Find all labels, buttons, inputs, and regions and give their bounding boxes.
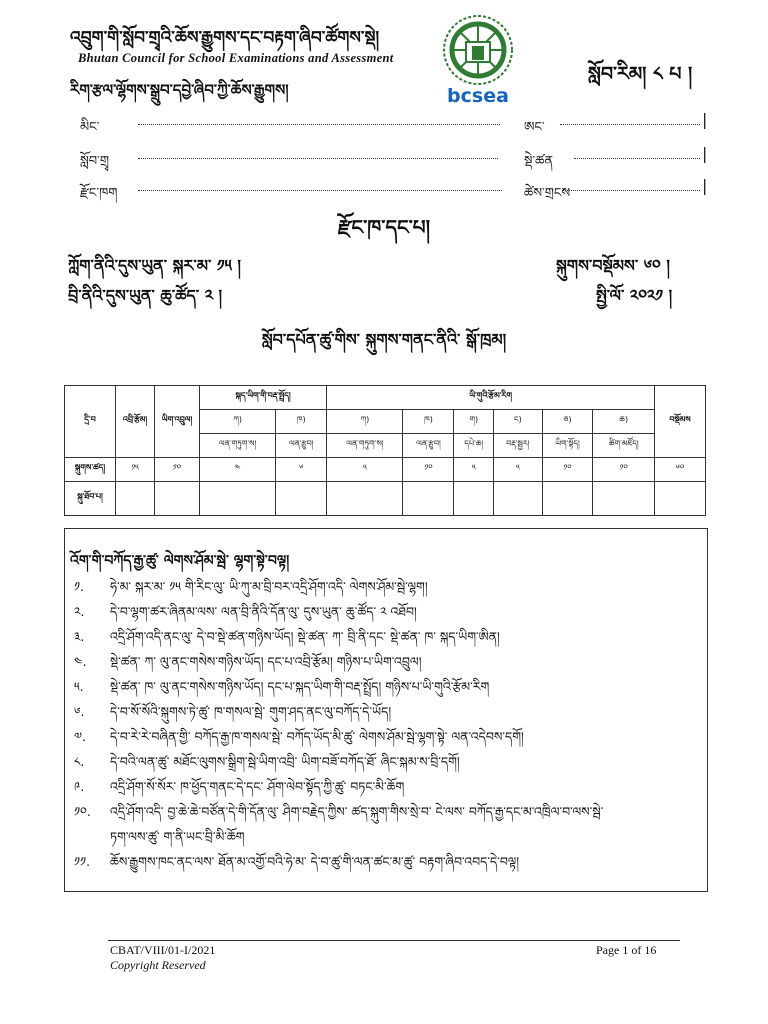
group-grammar: སྐད་ཡིག་གི་བརྡ་སྤྲོད། (200, 386, 327, 410)
section-line[interactable] (574, 158, 700, 159)
sub-name: དཔེ་ཆ། (454, 434, 494, 458)
name-label: མིང་ (80, 120, 100, 135)
date-line[interactable] (562, 190, 700, 191)
footer-rule (108, 940, 680, 941)
footer-code: CBAT/VIII/01-I/2021 (110, 943, 216, 957)
instruction-text: དེ་བ་སོ་སོའི་སྐུགས་ཏེ་ཚུ་ ཁ་གསལ་སྦེ་ གུག་ཤད་ནང་ལུ་བཀོད་དེ་ཡོད། (110, 704, 392, 719)
exam-year: སྤྱི་ལོ་ ༢༠༢༡ ། (596, 286, 673, 305)
instruction-text: སྡེ་ཚན་ ཀ་ ལུ་ནང་གསེས་གཉིས་ཡོད། དང་པ་འབྲི་རྩོམ། གཉིས་པ་ཡིག་འབྲུལ། (110, 654, 422, 669)
instruction-text: འདྲི་ཤོག་འདི་ བྱ་ཆེ་ཆེ་བཙོན་དེ་གི་དོན་ལུ་ ཤིག་བརྗེད་ཀྱིས་ ཚད་སྐུག་གིས་སྲེ་བ་ ངེ་ལས་ བཀོད་རྒྱ་དང་མ་འཁྲིལ་བ་ལས་སྦེ་ (110, 804, 604, 819)
obtained-cell[interactable] (494, 482, 543, 516)
instruction-number: ༢. (74, 604, 85, 619)
dzongkhag-label: རྫོང་ཁག (80, 186, 118, 201)
paper-number: སློབ་རིམ། ༨ པ ། (588, 63, 693, 85)
instruction-number: ༨. (74, 754, 85, 769)
sub-label: ཁ) (403, 410, 454, 434)
obtained-cell[interactable] (593, 482, 655, 516)
writing-time: བྲི་ནིའི་དུས་ཡུན་ ཆུ་ཚོད་ ༢ ། (68, 286, 223, 305)
table-row-obtained (65, 482, 706, 516)
instruction-number: ༡. (74, 579, 85, 594)
table-row-marks (65, 458, 706, 482)
logo-text: bcsea (447, 85, 509, 107)
obtained-cell[interactable] (276, 482, 327, 516)
line-end-mark: | (702, 176, 708, 195)
index-label: ཨང་ (524, 120, 545, 135)
sub-name: ལན་རྩུབ། (276, 434, 327, 458)
footer-copyright: Copyright Reserved (110, 958, 206, 972)
marks-cell: ༡༠ (403, 458, 454, 482)
instruction-text: དེ་བ་རེ་རེ་བཞིན་གྱི་ བཀོད་རྒྱ་ཁ་གསལ་སྦེ་ བཀོད་ཡོད་མི་ཚུ་ ལེགས་ཤོམ་སྦེ་ལྷག་སྟེ་ ལན་འདེབས་དགོ། (110, 729, 524, 744)
marks-cell: ༥ (494, 458, 543, 482)
sub-name: ལན་གཏུག་ས། (327, 434, 403, 458)
sub-name: ཡིག་སྟོད། (542, 434, 593, 458)
marks-cell: ༤ (200, 458, 276, 482)
sub-label: ག) (454, 410, 494, 434)
row-label: སྐུགས་ཚད། (65, 458, 116, 482)
col-letter: ཡིག་འབྲུལ། (155, 386, 200, 458)
instruction-number: ༡༡. (74, 854, 91, 869)
instruction-number: ༩. (74, 779, 85, 794)
col-total: བསྡོམས (655, 386, 706, 458)
instruction-number: ༡༠. (74, 804, 91, 819)
obtained-cell[interactable] (327, 482, 403, 516)
marks-table (64, 385, 706, 516)
obtained-cell[interactable] (116, 482, 155, 516)
instruction-text: འདྲི་ཤོག་འདི་ནང་ལུ་ དེ་བ་སྡེ་ཚན་གཉིས་ཡོད། སྡེ་ཚན་ ཀ་ བྲི་ནི་དང་ སྡེ་ཚན་ ཁ་ སྐད་ཡིག་ཨིན། (110, 629, 500, 644)
marks-cell: ༥ (327, 458, 403, 482)
dzongkhag-line[interactable] (138, 190, 502, 191)
instruction-number: ༣. (74, 629, 85, 644)
obtained-cell[interactable] (155, 482, 200, 516)
instruction-text: དེ་བའི་ལན་ཚུ་ མཐོང་ལུགས་སྒྲིག་སྦེ་ཡིག་འབྲི་ ཡིག་བཟོ་བཀོད་ཐོ་ ཞིང་སྐམ་ས་བྲི་དགོ། (110, 754, 460, 769)
sub-name: བརྡ་སྦྱར། (494, 434, 543, 458)
sub-label: ཅ) (542, 410, 593, 434)
group-literature: ཡི་གུའི་རྩོམ་རིག (327, 386, 655, 410)
section-label: སྡེ་ཚན (524, 154, 554, 169)
instruction-number: ༦. (74, 704, 85, 719)
col-compulsory: འབྲི་རྩོམ། (116, 386, 155, 458)
marks-cell: ༡༠ (593, 458, 655, 482)
instruction-text: ཆོས་རྒྱུགས་ཁང་ནང་ལས་ ཐོན་མ་འགྱོ་བའི་ཧེ་མ་ དེ་བ་ཚུ་གི་ལན་ཚང་མ་ཚུ་ བརྟག་ཞིབ་འབད་དེ་བལྟ། (110, 854, 520, 869)
line-end-mark: | (702, 144, 708, 163)
school-line[interactable] (138, 158, 498, 159)
instruction-text: ཏག་ལས་ཚུ་ ག་ནི་ཡང་བྲི་མི་ཆོག (110, 829, 245, 844)
sub-label: ཀ) (200, 410, 276, 434)
reading-time: ཀློག་ནིའི་དུས་ཡུན་ སྐར་མ་ ༡༥ ། (68, 256, 241, 275)
index-line[interactable] (560, 124, 700, 125)
sub-label: ང) (494, 410, 543, 434)
sub-name: ཚིག་མཛོད། (593, 434, 655, 458)
sub-label: ཆ) (593, 410, 655, 434)
full-marks: སྐུགས་བསྡོམས་ ༦༠ ། (556, 256, 670, 275)
page-number: Page 1 of 16 (596, 943, 657, 957)
date-label: ཚེས་གྲངས (524, 186, 571, 201)
marks-cell: ༡༥ (116, 458, 155, 482)
exam-title-tibetan: རིག་རྩལ་ལྷོགས་སྒྲུབ་དབྱེ་ཞིབ་ཀྱི་ཆོས་རྒྱུགས། (70, 81, 289, 99)
instruction-number: ༧. (74, 729, 86, 744)
obtained-cell[interactable] (454, 482, 494, 516)
sub-label: ཁ) (276, 410, 327, 434)
obtained-cell[interactable] (655, 482, 706, 516)
bcsea-logo (432, 12, 524, 108)
instruction-number: ༤. (74, 654, 87, 669)
section-title: རྫོང་ཁ་དང་པ། (337, 215, 431, 239)
marks-cell: ༦༠ (655, 458, 706, 482)
org-name-tibetan: འབྲུག་གི་སློབ་གྲྭའི་ཆོས་རྒྱུགས་དང་བརྟག་ཞིབ་ཚོགས་སྡེ། (70, 28, 380, 48)
instruction-text: ཧེ་མ་ སྐར་མ་ ༡༥ གི་རིང་ལུ་ ཡི་ཀུ་མ་བྲི་བར་འདྲི་ཤོག་འདི་ ལེགས་ཤོམ་སྦེ་ལྷག། (110, 579, 428, 594)
marks-table-title: སློབ་དཔོན་ཚུ་གིས་ སྐུགས་གནང་ནིའི་ སྒོ་ཁྲམ། (261, 330, 507, 349)
marks-cell: ༦ (276, 458, 327, 482)
obtained-cell[interactable] (542, 482, 593, 516)
school-label: སློབ་གྲྭ (80, 154, 109, 169)
line-end-mark: | (702, 110, 708, 129)
marks-cell: ༥ (454, 458, 494, 482)
instruction-text: འདྲི་ཤོག་སོ་སོར་ ཁ་ཕྱོད་གནང་དེ་དང་ ཤོག་ལེབ་སྟོད་ཀྱི་ཚུ་ བཏང་མི་ཆོག (110, 779, 405, 794)
instruction-number: ༥. (74, 679, 84, 694)
instruction-text: སྡེ་ཚན་ ཁ་ ལུ་ནང་གསེས་གཉིས་ཡོད། དང་པ་སྐད་ཡིག་གི་བརྡ་སྤྲོད། གཉིས་པ་ཡི་གུའི་རྩོམ་རིག (110, 679, 490, 694)
obtained-cell[interactable] (200, 482, 276, 516)
instructions-title: འོག་གི་བཀོད་རྒྱ་ཚུ་ ལེགས་ཤོམ་སྦེ་ ལྷག་སྟེ་བལྟ། (70, 553, 290, 569)
instruction-text: དེ་བ་ལྷག་ཚར་ཞིནམ་ལས་ ལན་བྲི་ནིའི་དོན་ལུ་ དུས་ཡུན་ ཆུ་ཚོད་ ༢ འཐོབ། (110, 604, 417, 619)
marks-cell: ༡༠ (155, 458, 200, 482)
sub-name: ལན་རྩུབ། (403, 434, 454, 458)
sub-name: ལན་གཏུག་ས། (200, 434, 276, 458)
row-label: སྐུ་ཐོབ་པ། (65, 482, 116, 516)
marks-cell: ༡༠ (542, 458, 593, 482)
sub-label: ཀ) (327, 410, 403, 434)
name-line[interactable] (138, 124, 500, 125)
obtained-cell[interactable] (403, 482, 454, 516)
org-name-english: Bhutan Council for School Examinations and Assessment (78, 51, 394, 65)
col-question: དྲི་བ (65, 386, 116, 458)
